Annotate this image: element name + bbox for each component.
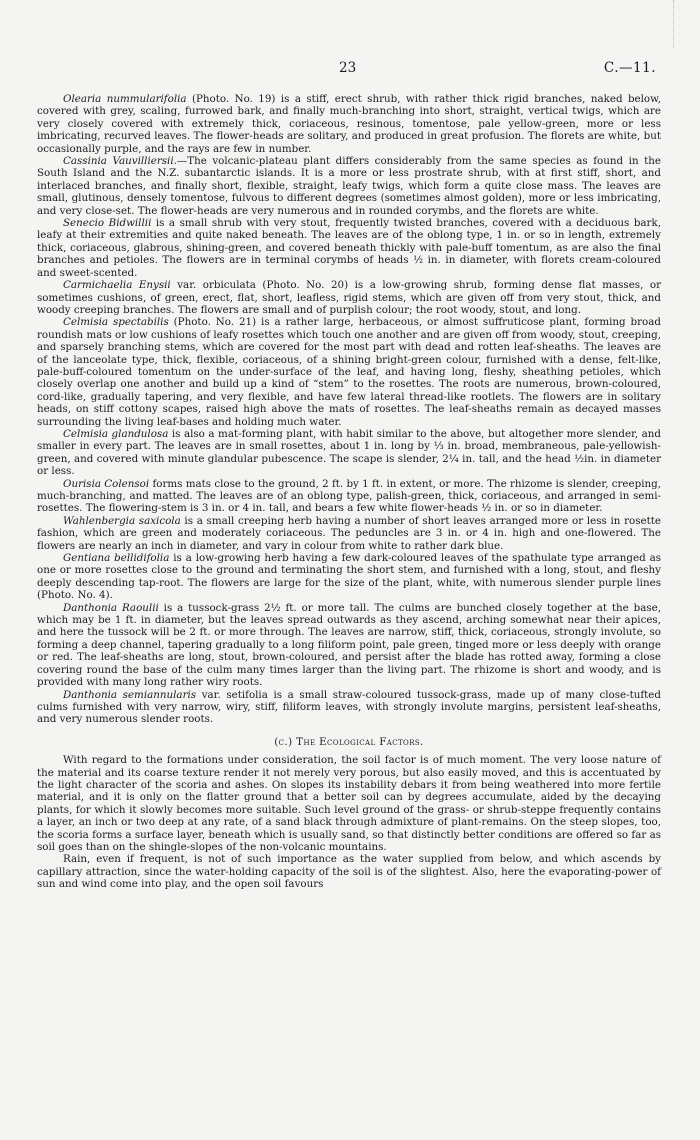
paragraph-olearia xyxy=(37,93,661,155)
paragraph-text: is a small shrub with very stout, frequently twisted branches, covered with a deciduous bark, leafy at their extremities and quite naked beneath. The leaves are of the oblong type, 1 in. or so in length, extremely thick, coriaceous, glabrous, shining-green, and covered beneath thickly with pale-buff tomentum, as are also the final branches and petioles. The flowers are in terminal corymbs of heads ½ in. in diameter, with florets cream-coloured and sweet-scented. xyxy=(37,217,661,279)
species-name: Cassinia Vauvilliersii. xyxy=(63,155,177,168)
paragraph-cassinia xyxy=(37,155,661,217)
scan-edge-mark xyxy=(673,0,700,48)
paragraph-celmisia-glandulosa xyxy=(37,428,661,478)
species-name: Celmisia glandulosa xyxy=(63,427,169,440)
page-header xyxy=(36,60,656,78)
paragraph-gentiana xyxy=(37,552,661,602)
paragraph-rain: Rain, even if frequent, is not of such importance as the water supplied from below, and which ascends by capillary attraction, since the water-holding capacity of the soil is of the slightest. Also, here the evaporating-power of sun and wind come into play, and the open soil favours xyxy=(37,853,661,891)
paragraph-ourisia xyxy=(37,478,661,515)
species-name: Carmichaelia Enysii xyxy=(63,279,171,292)
paragraph-text: var. setifolia is a small straw-coloured tussock-grass, made up of many close-tufted culms furnished with very narrow, wiry, stiff, filiform leaves, with strongly involute margins, persistent leaf-sheaths, and very numerous slender roots. xyxy=(37,688,661,726)
paragraph-text: forms mats close to the ground, 2 ft. by 1 ft. in extent, or more. The rhizome is slender, creeping, much-branching, and matted. The leaves are of an oblong type, palish-green, thick, coriaceous, and arranged in semi-rosettes. The flowering-stem is 3 in. or 4 in. tall, and bears a few white flower-heads ½ in. or so in diameter. xyxy=(37,477,662,515)
paragraph-danthonia-semiannularis xyxy=(37,689,661,726)
paragraph-danthonia-raoulii xyxy=(37,602,661,689)
paragraph-text: is a low-growing herb having a few dark-coloured leaves of the spathulate type arranged as one or more rosettes close to the ground and terminating the short stem, and furnished with a long, stout, and fleshy deeply descending tap-root. The flowers are large for the size of the plant, white, with numerous slender purple lines (Photo. No. 4). xyxy=(37,552,661,602)
species-name: Olearia nummularifolia xyxy=(63,93,187,105)
paragraph-senecio xyxy=(37,217,661,279)
paragraph-wahlenbergia xyxy=(37,515,661,552)
species-name: Wahlenbergia saxicola xyxy=(63,514,181,527)
species-name: Senecio Bidwillii xyxy=(63,217,152,230)
document-reference: C.—11. xyxy=(603,60,656,76)
paragraph-text: var. orbiculata (Photo. No. 20) is a low-growing shrub, forming dense flat masses, or sometimes cushions, of green, erect, flat, short, leafless, rigid stems, which are given off from very stout, thick, and woody creeping branches. The flowers are small and of purplish colour; the root woody, stout, and long. xyxy=(37,279,661,316)
species-name: Danthonia Raoulii xyxy=(63,601,159,614)
paragraph-text: (Photo. No. 19) is a stiff, erect shrub, with rather thick rigid branches, naked below, covered with grey, scaling, furrowed bark, and finally much-branching into short, straight, vertical twigs, which are very closely covered with extremely thick, coriaceous, resinous, tomentose, pale yellow-green, more or less imbricating, recurved leaves. The flower-heads are solitary, and produced in great profusion. The florets are white, but occasionally purple, and the rays are few in number. xyxy=(37,93,661,155)
page-body xyxy=(37,93,661,891)
paragraph-celmisia-spectabilis xyxy=(37,316,661,428)
page-number: 23 xyxy=(339,60,357,76)
species-name: Ourisia Colensoi xyxy=(63,477,150,490)
paragraph-text: is also a mat-forming plant, with habit similar to the above, but altogether more slender, and smaller in every part. The leaves are in small rosettes, about 1 in. long by ⅓ in. broad, membraneous, pale-yellowish-green, and covered with minute glandular pubescence. The scape is slender, 2¼ in. tall, and the head ½in. in diameter or less. xyxy=(37,427,662,478)
paragraph-text: —The volcanic-plateau plant differs considerably from the same species as found in the South Island and the N.Z. subantarctic islands. It is a more or less prostrate shrub, with at first stiff, short, and interlaced branches, and finally short, flexible, straight, leafy twigs, which form a quite close mass. The leaves are small, glutinous, densely tomentose, fulvous to different degrees (sometimes almost golden), more or less imbricating, and very close-set. The flower-heads are very numerous and in rounded corymbs, and the florets are white. xyxy=(37,155,661,217)
paragraph-soil-factor: With regard to the formations under consideration, the soil factor is of much moment. The very loose nature of the material and its coarse texture render it not merely very porous, but also easily moved, and this is accentuated by the light character of the scoria and ashes. On slopes its instability debars it from being weathered into more fertile material, and it is only on the flatter ground that a better soil can by degrees accumulate, aided by the decaying plants, for which it slowly becomes more suitable. Such level ground of the grass- or shrub-steppe frequently contains a layer, an inch or two deep at any rate, of a sand black through admixture of plant-remains. On the steep slopes, too, the scoria forms a surface layer, beneath which is usually sand, so that distinctly better conditions are offered so far as soil goes than on the shingle-slopes of the non-volcanic mountains. xyxy=(37,754,661,853)
paragraph-text: is a small creeping herb having a number of short leaves arranged more or less in rosette fashion, which are green and moderately coriaceous. The peduncles are 3 in. or 4 in. high and one-flowered. The flowers are nearly an inch in diameter, and vary in colour from white to rather dark blue. xyxy=(37,514,661,552)
section-heading: (c.) The Ecological Factors. xyxy=(274,735,424,748)
species-name: Celmisia spectabilis xyxy=(63,316,169,329)
paragraph-text: (Photo. No. 21) is a rather large, herbaceous, or almost suffruticose plant, forming broad roundish mats or low cushions of leafy rosettes which touch one another and are given off from woody, stout, creeping, and sparsely branching stems, which are covered for the most part with dead and rotten leaf-sheaths. The leaves are of the lanceolate type, thick, flexible, coriaceous, of a shining bright-green colour, furnished with a dense, felt-like, pale-buff-coloured tomentum on the under-surface of the leaf, and having long, fleshy, sheathing petioles, which closely overlap one another and build up a kind of “stem” to the rosettes. The roots are numerous, brown-coloured, cord-like, gradually tapering, and very flexible, and have few lateral thread-like rootlets. The flowers are in solitary heads, on stiff cottony scapes, raised high above the mats of rosettes. The leaf-sheaths remain as decayed masses surrounding the living leaf-bases and holding much water. xyxy=(37,316,661,428)
species-name: Danthonia semiannularis xyxy=(63,688,197,701)
species-name: Gentiana bellidifolia xyxy=(63,552,170,565)
paragraph-carmichaelia xyxy=(37,279,661,316)
paragraph-text: is a tussock-grass 2½ ft. or more tall. The culms are bunched closely together at the base, which may be 1 ft. in diameter, but the leaves spread outwards as they ascend, arching somewhat near their apices, and here the tussock will be 2 ft. or more through. The leaves are narrow, stiff, thick, coriaceous, strongly involute, so forming a deep channel, tapering gradually to a long filiform point, pale green, tinged more or less deeply with orange or red. The leaf-sheaths are long, stout, brown-coloured, and persist after the blade has rotted away, forming a close covering round the base of the culm many times larger than the living part. The rhizome is short and woody, and is provided with many long rather wiry roots. xyxy=(37,601,661,689)
